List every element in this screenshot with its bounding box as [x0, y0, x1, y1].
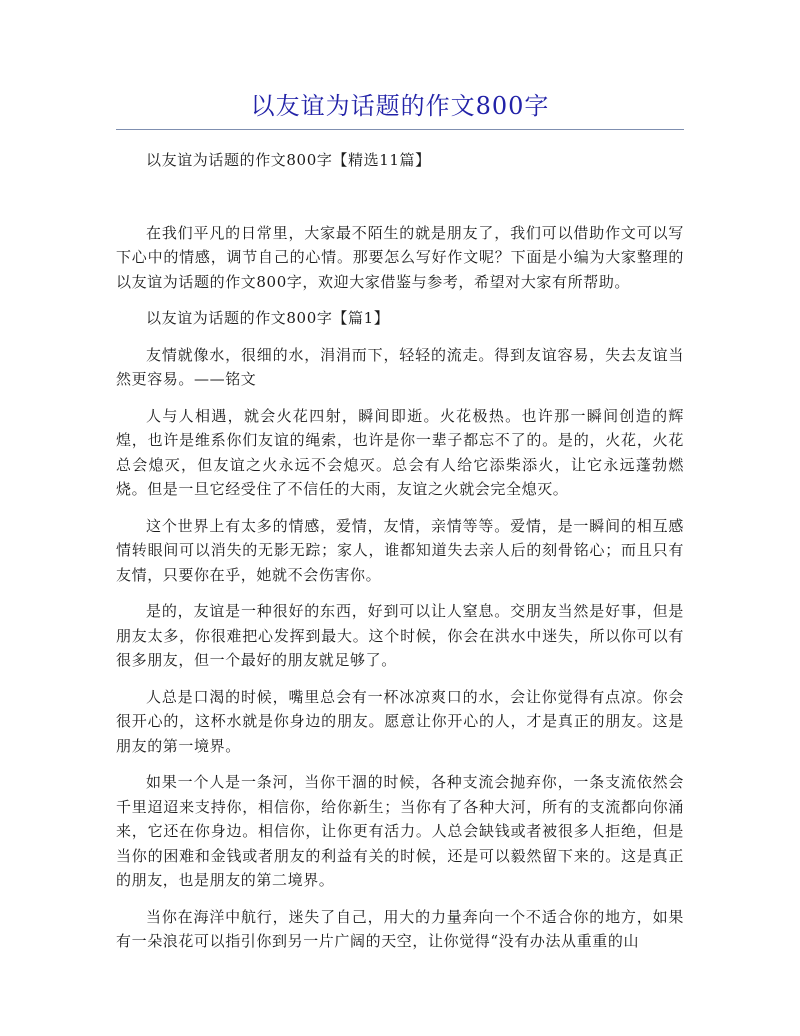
body-paragraph: 人与人相遇，就会火花四射，瞬间即逝。火花极热。也许那一瞬间创造的辉煌，也许是维系你们友谊的绳索，也许是你一辈子都忘不了的。是的，火花，火花总会熄灭，但友谊之火永远不会熄灭。总会有人给它添柴添火，让它永远蓬勃燃烧。但是一旦它经受住了不信任的大雨，友谊之火就会完全熄灭。: [116, 406, 684, 498]
body-paragraph: 当你在海洋中航行，迷失了自己，用大的力量奔向一个不适合你的地方，如果有一朵浪花可以指引你到另一片广阔的天空，让你觉得“没有办法从重重的山: [116, 907, 684, 950]
body-paragraph: 是的，友谊是一种很好的东西，好到可以让人窒息。交朋友当然是好事，但是朋友太多，你很难把心发挥到最大。这个时候，你会在洪水中迷失，所以你可以有很多朋友，但一个最好的朋友就足够了。: [116, 602, 684, 669]
body-paragraph: 这个世界上有太多的情感，爱情，友情，亲情等等。爱情，是一瞬间的相互感情转眼间可以消失的无影无踪；家人，谁都知道失去亲人后的刻骨铭心；而且只有友情，只要你在乎，她就不会伤害你。: [116, 516, 684, 584]
document-subtitle: 以友谊为话题的作文800字【精选11篇】: [146, 151, 431, 169]
section-heading: 以友谊为话题的作文800字【篇1】: [146, 309, 390, 327]
document-title: 以友谊为话题的作文800字: [250, 92, 550, 120]
intro-paragraph: 在我们平凡的日常里，大家最不陌生的就是朋友了，我们可以借助作文可以写下心中的情感，调节自己的心情。那要怎么写好作文呢？下面是小编为大家整理的以友谊为话题的作文800字，欢迎大家借鉴与参考，希望对大家有所帮助。: [116, 223, 684, 291]
body-paragraph: 人总是口渴的时候，嘴里总会有一杯冰凉爽口的水，会让你觉得有点凉。你会很开心的，这杯水就是你身边的朋友。愿意让你开心的人，才是真正的朋友。这是朋友的第一境界。: [116, 687, 684, 755]
body-paragraph: 如果一个人是一条河，当你干涸的时候，各种支流会抛弃你，一条支流依然会千里迢迢来支持你，相信你，给你新生；当你有了各种大河，所有的支流都向你涌来，它还在你身边。相信你，让你更有活力。人总会缺钱或者被很多人拒绝，但是当你的困难和金钱或者朋友的利益有关的时候，还是可以毅然留下来的。这是真正的朋友，也是朋友的第二境界。: [116, 773, 684, 889]
title-divider: [116, 129, 684, 130]
body-paragraph: 友情就像水，很细的水，涓涓而下，轻轻的流走。得到友谊容易，失去友谊当然更容易。——铭文: [116, 345, 684, 388]
document-body: [116, 148, 684, 954]
